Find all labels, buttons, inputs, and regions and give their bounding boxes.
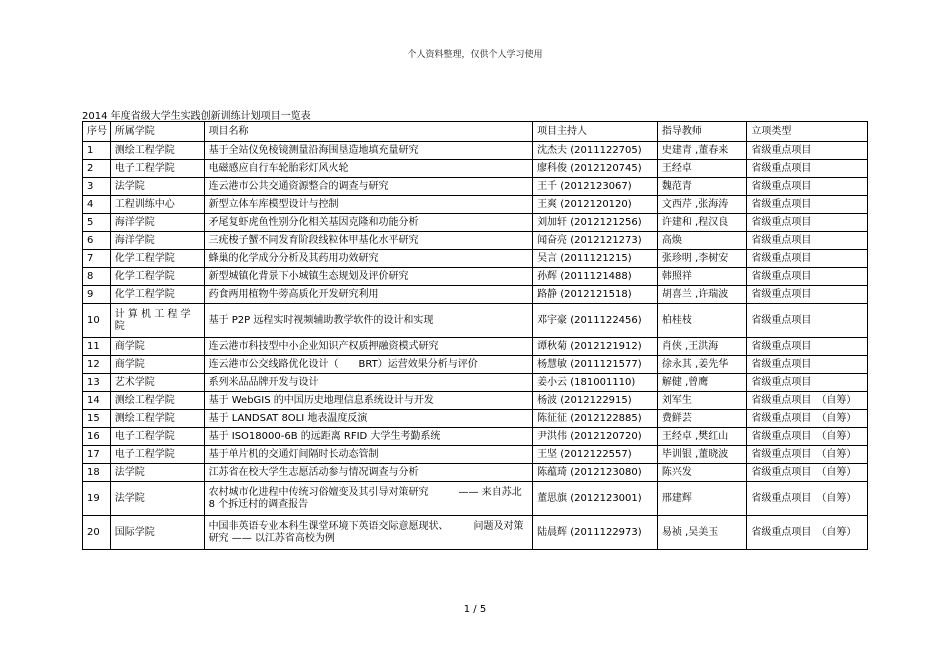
table-row	[83, 268, 868, 286]
cell-host: 廖科俊 (2012120745)	[533, 160, 658, 178]
table-row	[83, 410, 868, 428]
table-row	[83, 356, 868, 374]
cell-advisor: 肖侠 ,王洪海	[657, 338, 747, 356]
column-header-type: 立项类型	[747, 122, 868, 142]
cell-seq: 11	[83, 338, 111, 356]
table-row	[83, 286, 868, 304]
cell-college: 国际学院	[110, 516, 204, 550]
table-row	[83, 232, 868, 250]
cell-type: 省级重点项目	[747, 178, 868, 196]
cell-seq: 4	[83, 196, 111, 214]
cell-advisor: 邢建辉	[657, 482, 747, 516]
cell-seq: 6	[83, 232, 111, 250]
cell-college: 艺术学院	[110, 374, 204, 392]
cell-type: 省级重点项目	[747, 374, 868, 392]
cell-project-name: 江苏省在校大学生志愿活动参与情况调查与分析	[204, 464, 533, 482]
cell-seq: 2	[83, 160, 111, 178]
cell-advisor: 陈兴发	[657, 464, 747, 482]
cell-project-name: 农村城市化进程中传统习俗嬗变及其引导对策研究 —— 来自苏北 8 个拆迁村的调查报告	[204, 482, 533, 516]
cell-type: 省级重点项目	[747, 250, 868, 268]
cell-type: 省级重点项目 （自筹）	[747, 464, 868, 482]
cell-project-name: 三疣梭子蟹不同发育阶段线粒体甲基化水平研究	[204, 232, 533, 250]
cell-seq: 8	[83, 268, 111, 286]
cell-seq: 16	[83, 428, 111, 446]
cell-project-name: 连云港市科技型中小企业知识产权质押融资模式研究	[204, 338, 533, 356]
column-header-advisor: 指导教师	[657, 122, 747, 142]
cell-seq: 18	[83, 464, 111, 482]
cell-college: 电子工程学院	[110, 160, 204, 178]
cell-project-name: 蜂巢的化学成分分析及其药用功效研究	[204, 250, 533, 268]
cell-college: 化学工程学院	[110, 268, 204, 286]
cell-host: 邓宇豪 (2011122456)	[533, 304, 658, 338]
cell-host: 杨波 (2012122915)	[533, 392, 658, 410]
cell-host: 沈杰夫 (2011122705)	[533, 142, 658, 160]
cell-seq: 1	[83, 142, 111, 160]
cell-type: 省级重点项目 （自筹）	[747, 392, 868, 410]
cell-college: 工程训练中心	[110, 196, 204, 214]
cell-advisor: 胡喜兰 ,许瑞波	[657, 286, 747, 304]
cell-advisor: 文西芹 ,张海涛	[657, 196, 747, 214]
cell-college: 化学工程学院	[110, 286, 204, 304]
table-row	[83, 428, 868, 446]
cell-advisor: 易祯 ,吴美玉	[657, 516, 747, 550]
cell-host: 陆晨辉 (2011122973)	[533, 516, 658, 550]
page-header-note: 个人资料整理，仅供个人学习使用	[407, 50, 543, 60]
cell-college: 测绘工程学院	[110, 142, 204, 160]
cell-type: 省级重点项目 （自筹）	[747, 410, 868, 428]
cell-type: 省级重点项目	[747, 286, 868, 304]
column-header-project-name: 项目名称	[204, 122, 533, 142]
cell-college: 测绘工程学院	[110, 392, 204, 410]
cell-seq: 7	[83, 250, 111, 268]
table-row	[83, 392, 868, 410]
project-table	[82, 121, 868, 550]
cell-advisor: 徐永其 ,姜先华	[657, 356, 747, 374]
cell-college: 电子工程学院	[110, 446, 204, 464]
cell-advisor: 史建青 ,董春来	[657, 142, 747, 160]
cell-host: 吴言 (2011121215)	[533, 250, 658, 268]
cell-type: 省级重点项目	[747, 142, 868, 160]
cell-project-name: 电磁感应自行车轮胎彩灯风火轮	[204, 160, 533, 178]
table-row	[83, 482, 868, 516]
cell-college: 海洋学院	[110, 214, 204, 232]
table-body	[83, 142, 868, 550]
cell-seq: 15	[83, 410, 111, 428]
cell-advisor: 毕训银 ,董晓波	[657, 446, 747, 464]
cell-host: 尹洪伟 (2012120720)	[533, 428, 658, 446]
cell-advisor: 高焕	[657, 232, 747, 250]
cell-college: 电子工程学院	[110, 428, 204, 446]
cell-project-name: 中国非英语专业本科生课堂环境下英语交际意愿现状、 问题及对策研究 —— 以江苏省高校为例	[204, 516, 533, 550]
cell-college: 化学工程学院	[110, 250, 204, 268]
cell-host: 刘加轩 (2012121256)	[533, 214, 658, 232]
cell-college: 法学院	[110, 482, 204, 516]
cell-host: 王千 (2012123067)	[533, 178, 658, 196]
cell-seq: 17	[83, 446, 111, 464]
cell-host: 董思旗 (2012123001)	[533, 482, 658, 516]
cell-seq: 19	[83, 482, 111, 516]
cell-project-name: 基于全站仪免棱镜测量沿海围垦造地填充量研究	[204, 142, 533, 160]
cell-type: 省级重点项目	[747, 232, 868, 250]
cell-type: 省级重点项目	[747, 214, 868, 232]
cell-advisor: 柏桂枝	[657, 304, 747, 338]
cell-project-name: 基于 WebGIS 的中国历史地理信息系统设计与开发	[204, 392, 533, 410]
cell-advisor: 韩照祥	[657, 268, 747, 286]
cell-advisor: 许建和 ,程汉良	[657, 214, 747, 232]
cell-college: 海洋学院	[110, 232, 204, 250]
cell-project-name: 基于 ISO18000-6B 的远距离 RFID 大学生考勤系统	[204, 428, 533, 446]
cell-college: 商学院	[110, 356, 204, 374]
cell-host: 路静 (2012121518)	[533, 286, 658, 304]
cell-project-name: 新型城镇化背景下小城镇生态规划及评价研究	[204, 268, 533, 286]
cell-host: 王坚 (2012122557)	[533, 446, 658, 464]
cell-type: 省级重点项目	[747, 356, 868, 374]
table-row	[83, 446, 868, 464]
column-header-host: 项目主持人	[533, 122, 658, 142]
table-row	[83, 196, 868, 214]
cell-seq: 10	[83, 304, 111, 338]
cell-type: 省级重点项目	[747, 196, 868, 214]
cell-type: 省级重点项目 （自筹）	[747, 428, 868, 446]
cell-host: 姜小云 (181001110)	[533, 374, 658, 392]
table-row	[83, 214, 868, 232]
table-row	[83, 338, 868, 356]
cell-type: 省级重点项目	[747, 268, 868, 286]
cell-project-name: 连云港市公共交通资源整合的调查与研究	[204, 178, 533, 196]
cell-host: 孙辉 (2011121488)	[533, 268, 658, 286]
cell-host: 陈征征 (2012122885)	[533, 410, 658, 428]
cell-host: 陈蕴琦 (2012123080)	[533, 464, 658, 482]
cell-host: 王爽 (2012120120)	[533, 196, 658, 214]
cell-advisor: 解健 ,曾鹰	[657, 374, 747, 392]
cell-seq: 14	[83, 392, 111, 410]
cell-project-name: 药食两用植物牛蒡高质化开发研究利用	[204, 286, 533, 304]
cell-college: 法学院	[110, 178, 204, 196]
cell-seq: 5	[83, 214, 111, 232]
cell-project-name: 新型立体车库模型设计与控制	[204, 196, 533, 214]
cell-college: 测绘工程学院	[110, 410, 204, 428]
cell-host: 杨慧敏 (2011121577)	[533, 356, 658, 374]
table-row	[83, 160, 868, 178]
table-row	[83, 464, 868, 482]
table-header-row	[83, 122, 868, 142]
document-title: 2014 年度省级大学生实践创新训练计划项目一览表	[82, 111, 311, 122]
column-header-college: 所属学院	[110, 122, 204, 142]
table-row	[83, 142, 868, 160]
cell-project-name: 连云港市公交线路优化设计（ BRT）运营效果分析与评价	[204, 356, 533, 374]
cell-college: 商学院	[110, 338, 204, 356]
cell-advisor: 王经卓 ,樊红山	[657, 428, 747, 446]
table-row	[83, 304, 868, 338]
cell-host: 谭秋菊 (2012121912)	[533, 338, 658, 356]
cell-project-name: 基于 LANDSAT 8OLI 地表温度反演	[204, 410, 533, 428]
cell-type: 省级重点项目	[747, 160, 868, 178]
cell-host: 闻奋亮 (2012121273)	[533, 232, 658, 250]
table-row	[83, 374, 868, 392]
cell-project-name: 基于单片机的交通灯间隔时长动态管制	[204, 446, 533, 464]
cell-seq: 12	[83, 356, 111, 374]
cell-seq: 20	[83, 516, 111, 550]
column-header-seq: 序号	[83, 122, 111, 142]
cell-type: 省级重点项目 （自筹）	[747, 446, 868, 464]
cell-seq: 13	[83, 374, 111, 392]
cell-seq: 3	[83, 178, 111, 196]
cell-project-name: 基于 P2P 远程实时视频辅助教学软件的设计和实现	[204, 304, 533, 338]
cell-advisor: 刘军生	[657, 392, 747, 410]
cell-advisor: 张珍明 ,李树安	[657, 250, 747, 268]
table-row	[83, 178, 868, 196]
cell-college: 法学院	[110, 464, 204, 482]
table-row	[83, 250, 868, 268]
cell-type: 省级重点项目 （自筹）	[747, 516, 868, 550]
cell-project-name: 矛尾复虾虎鱼性别分化相关基因克隆和功能分析	[204, 214, 533, 232]
cell-college: 计 算 机 工 程 学 院	[110, 304, 204, 338]
cell-advisor: 魏范青	[657, 178, 747, 196]
cell-project-name: 系列米品品牌开发与设计	[204, 374, 533, 392]
cell-type: 省级重点项目	[747, 338, 868, 356]
cell-seq: 9	[83, 286, 111, 304]
page-number: 1 / 5	[463, 604, 487, 615]
cell-type: 省级重点项目	[747, 304, 868, 338]
cell-type: 省级重点项目 （自筹）	[747, 482, 868, 516]
table-row	[83, 516, 868, 550]
cell-advisor: 费鲜芸	[657, 410, 747, 428]
cell-advisor: 王经卓	[657, 160, 747, 178]
